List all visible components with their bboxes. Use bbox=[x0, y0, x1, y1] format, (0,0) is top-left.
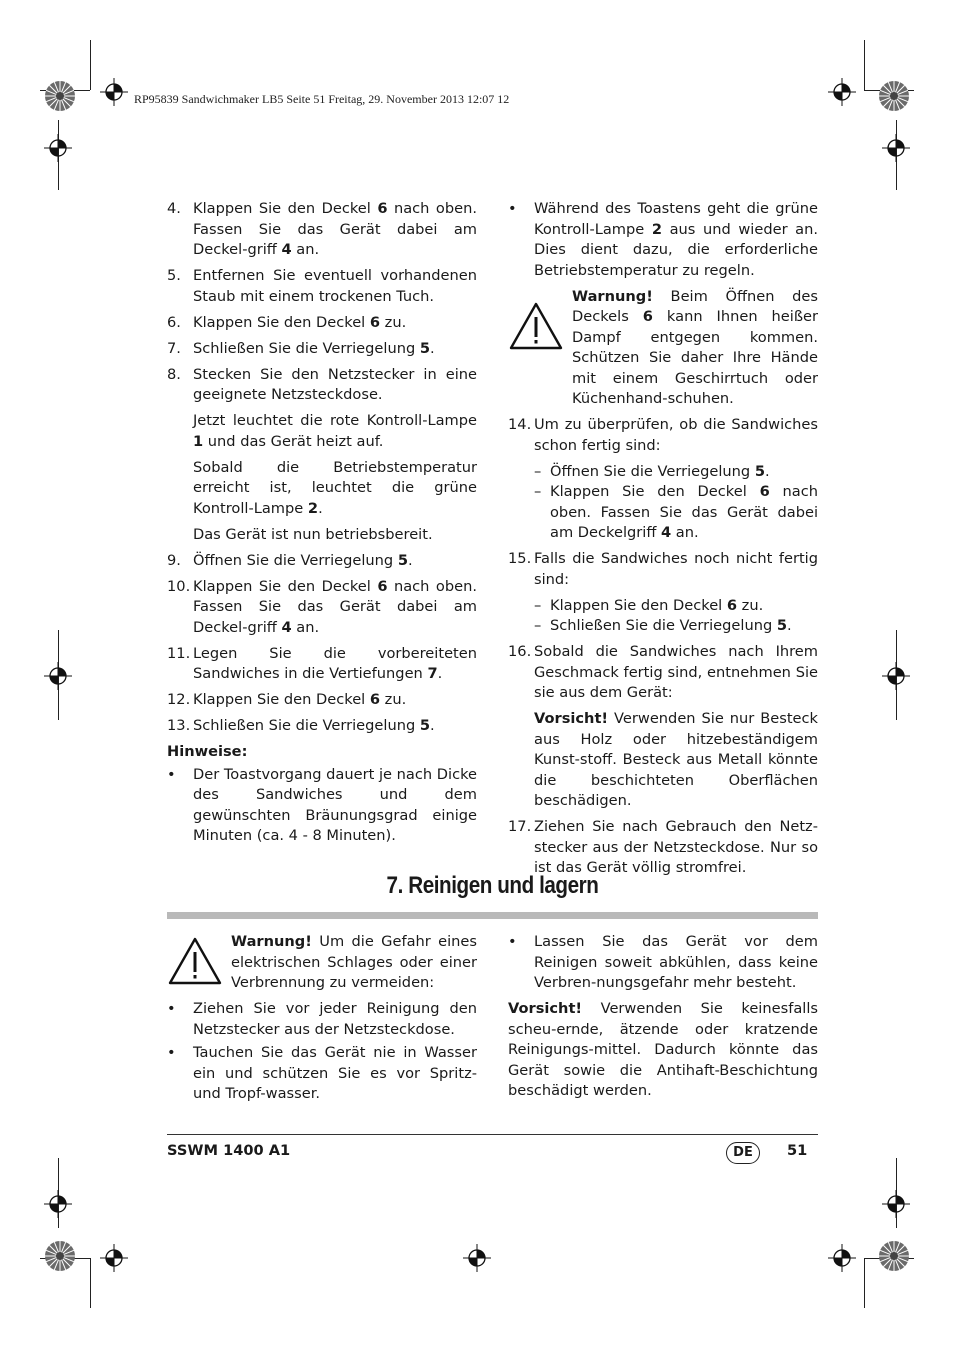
dash-item: – Klappen Sie den Deckel 6 nach oben. Fassen Sie das Gerät dabei am Deckelgriff 4 an. bbox=[534, 483, 818, 541]
list-item bbox=[167, 644, 477, 685]
bullet-item bbox=[167, 1043, 477, 1105]
item-number: 15. bbox=[508, 550, 532, 567]
dash-item: – Schließen Sie die Verriegelung 5. bbox=[534, 617, 792, 634]
item-text: Klappen Sie den Deckel 6 nach oben. Fassen Sie das Gerät dabei am Deckel-griff 4 an. bbox=[193, 577, 477, 636]
item-number: 12. bbox=[167, 691, 191, 708]
item-text: Entfernen Sie eventuell vorhandenen Staub mit einem trockenen Tuch. bbox=[193, 267, 477, 305]
item-number: 6. bbox=[167, 313, 181, 331]
list-item bbox=[167, 577, 477, 639]
list-item bbox=[167, 313, 477, 334]
item-number: 16. bbox=[508, 643, 532, 660]
bullet-icon: • bbox=[508, 200, 517, 217]
bullet-item bbox=[167, 765, 477, 847]
list-item bbox=[508, 817, 818, 879]
section-left-column bbox=[167, 932, 477, 1108]
item-number: 17. bbox=[508, 818, 532, 835]
section-right-column bbox=[508, 932, 818, 1102]
dash-item: – Öffnen Sie die Verriegelung 5. bbox=[534, 462, 770, 480]
warning-triangle-icon bbox=[167, 932, 231, 994]
list-item bbox=[508, 415, 818, 456]
bullet-icon: • bbox=[508, 933, 517, 950]
section-title: 7. Reinigen und lagern bbox=[386, 872, 599, 899]
list-item bbox=[167, 199, 477, 261]
bullet-item bbox=[508, 199, 818, 281]
bullet-text: Der Toastvorgang dauert je nach Dicke des Sandwiches und dem gewünschten Bräunungsgrad einige Minuten (ca. 4 - 8 Minuten). bbox=[193, 765, 477, 844]
print-header: RP95839 Sandwichmaker LB5 Seite 51 Freitag, 29. November 2013 12:07 12 bbox=[134, 92, 510, 106]
bullet-icon: • bbox=[167, 765, 176, 783]
list-item bbox=[167, 266, 477, 307]
footer-model: SSWM 1400 A1 bbox=[167, 1142, 291, 1159]
item-paragraph: Sobald die Betriebstemperatur erreicht ist, leuchtet die grüne Kontroll-Lampe 2. bbox=[193, 458, 477, 517]
list-item bbox=[167, 365, 477, 406]
section-divider bbox=[167, 912, 818, 919]
bullet-icon: • bbox=[167, 1044, 176, 1061]
right-column bbox=[508, 199, 818, 884]
item-paragraph: Das Gerät ist nun betriebsbereit. bbox=[193, 525, 433, 543]
warning-triangle-icon bbox=[508, 287, 572, 410]
left-column bbox=[167, 199, 477, 850]
item-text: Öffnen Sie die Verriegelung 5. bbox=[193, 551, 413, 569]
notes-heading: Hinweise: bbox=[167, 743, 248, 760]
warning-block bbox=[508, 287, 818, 410]
item-text: Klappen Sie den Deckel 6 zu. bbox=[193, 313, 407, 331]
bullet-item bbox=[167, 999, 477, 1040]
bullet-icon: • bbox=[167, 1000, 176, 1017]
bullet-text: Während des Toastens geht die grüne Kontroll-Lampe 2 aus und wieder an. Dies dient dazu, die erforderliche Betriebstemperatur zu regeln. bbox=[534, 200, 818, 279]
item-number: 13. bbox=[167, 717, 191, 734]
footer-rule bbox=[167, 1134, 818, 1135]
item-text: Ziehen Sie nach Gebrauch den Netz-stecker aus der Netzsteckdose. Nur so ist das Gerät völlig stromfrei. bbox=[534, 818, 818, 876]
item-text: Falls die Sandwiches noch nicht fertig sind: bbox=[534, 550, 818, 588]
item-number: 5. bbox=[167, 267, 181, 284]
dash-item: – Klappen Sie den Deckel 6 zu. bbox=[534, 596, 764, 614]
bullet-text: Tauchen Sie das Gerät nie in Wasser ein und schützen Sie es vor Spritz- und Tropf-wasser. bbox=[193, 1044, 477, 1102]
page-number: 51 bbox=[787, 1142, 808, 1159]
list-item bbox=[167, 690, 477, 711]
warning-text: Warnung! Beim Öffnen des Deckels 6 kann Ihnen heißer Dampf entgegen kommen. Schützen Sie daher Ihre Hände mit einem Geschirrtuch oder Küchenhand-schuhen. bbox=[572, 287, 818, 407]
item-number: 10. bbox=[167, 577, 191, 595]
warning-block bbox=[167, 932, 477, 994]
caution-paragraph: Vorsicht! Verwenden Sie keinesfalls scheu-ernde, ätzende oder kratzende Reinigungs-mittel. Dadurch könnte das Gerät sowie die Antihaft-Beschichtung beschädigt werden. bbox=[508, 1000, 818, 1099]
item-text: Klappen Sie den Deckel 6 zu. bbox=[193, 691, 407, 708]
item-text: Schließen Sie die Verriegelung 5. bbox=[193, 339, 435, 357]
dash-list bbox=[508, 462, 818, 544]
item-paragraph: Jetzt leuchtet die rote Kontroll-Lampe 1 und das Gerät heizt auf. bbox=[193, 412, 477, 450]
bullet-text: Ziehen Sie vor jeder Reinigung den Netzstecker aus der Netzsteckdose. bbox=[193, 1000, 477, 1038]
item-number: 11. bbox=[167, 644, 191, 662]
bullet-item bbox=[508, 932, 818, 994]
item-text: Stecken Sie den Netzstecker in eine geeignete Netzsteckdose. bbox=[193, 365, 477, 403]
dash-list bbox=[508, 596, 818, 637]
item-text: Sobald die Sandwiches nach Ihrem Geschmack fertig sind, entnehmen Sie sie aus dem Gerät: bbox=[534, 643, 818, 701]
list-item bbox=[508, 642, 818, 704]
list-item bbox=[167, 339, 477, 360]
item-text: Klappen Sie den Deckel 6 nach oben. Fassen Sie das Gerät dabei am Deckel-griff 4 an. bbox=[193, 200, 477, 258]
bullet-text: Lassen Sie das Gerät vor dem Reinigen soweit abkühlen, dass keine Verbren-nungsgefahr mehr besteht. bbox=[534, 933, 818, 991]
caution-paragraph: Vorsicht! Verwenden Sie nur Besteck aus Holz oder hitzebeständigem Kunst-stoff. Besteck aus Metall könnte die beschichteten Oberflächen beschädigen. bbox=[534, 710, 818, 809]
item-number: 4. bbox=[167, 200, 181, 217]
list-item bbox=[508, 549, 818, 590]
item-number: 8. bbox=[167, 365, 181, 383]
language-badge: DE bbox=[726, 1142, 760, 1164]
item-text: Legen Sie die vorbereiteten Sandwiches in die Vertiefungen 7. bbox=[193, 644, 477, 682]
list-item bbox=[167, 551, 477, 572]
item-text: Schließen Sie die Verriegelung 5. bbox=[193, 717, 435, 734]
item-text: Um zu überprüfen, ob die Sandwiches schon fertig sind: bbox=[534, 416, 818, 454]
item-number: 14. bbox=[508, 416, 532, 433]
item-number: 9. bbox=[167, 551, 181, 569]
warning-text: Warnung! Um die Gefahr eines elektrischen Schlages oder einer Verbrennung zu vermeiden: bbox=[231, 933, 477, 991]
item-number: 7. bbox=[167, 339, 181, 357]
list-item bbox=[167, 716, 477, 737]
